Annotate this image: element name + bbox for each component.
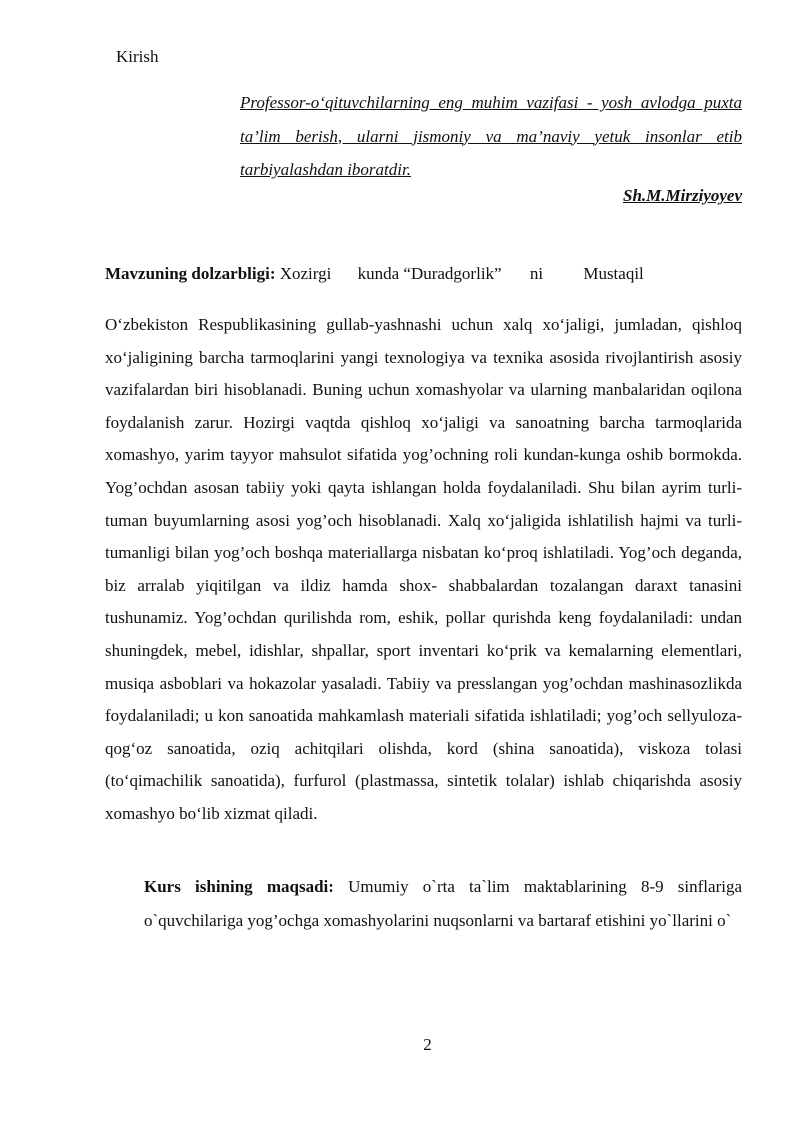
relevance-word: kunda	[357, 264, 400, 283]
relevance-word: Xozirgi	[279, 264, 332, 283]
goal-text: Umumiy o`rta ta`lim maktablarining 8-9 sinflariga o`quvchilariga yog’ochga xomashyolarini nuqsonlarni va bartaraf etishini yo`llarini o`	[144, 877, 742, 930]
section-heading: Kirish	[116, 47, 159, 66]
relevance-label: Mavzuning dolzarbligi:	[105, 264, 276, 283]
epigraph	[240, 86, 742, 187]
relevance-word: Mustaqil	[583, 264, 644, 283]
epigraph-quote: Professor-o‘qituvchilarning eng muhim vazifasi - yosh avlodga puxta ta’lim berish, ularni jismoniy va ma’naviy yetuk insonlar etib tarbiyalashdan iboratdir.	[240, 93, 742, 179]
relevance-word: ni	[529, 264, 544, 283]
body-paragraph: O‘zbekiston Respublikasining gullab-yashnashi uchun xalq xo‘jaligi, jumladan, qishloq xo‘jaligining barcha tarmoqlarini yangi texnologiya va texnika asosida rivojlantirish asosiy vazifalardan biri hisoblanadi. Buning uchun xomashyolar va ularning manbalaridan oqilona foydalanish zarur. Hozirgi vaqtda qishloq xo‘jaligi va sanoatning barcha tarmoqlarida xomashyo, yarim tayyor mahsulot sifatida yog’ochning roli kundan-kunga oshib bormokda. Yog’ochdan asosan tabiiy yoki qayta ishlangan holda foydalaniladi. Shu bilan ayrim turli-tuman buyumlarning asosi yog’och hisoblanadi. Xalq xo‘jaligida ishlatilish hajmi va turli-tumanligi bilan yog’och boshqa materiallarga nisbatan ko‘proq ishlatiladi. Yog’och deganda, biz arralab yiqitilgan va ildiz hamda shox- shabbalardan tozalangan daraxt tanasini tushunamiz. Yog’ochdan qurilishda rom, eshik, pollar qurishda keng foydalaniladi: undan shuningdek, mebel, idishlar, shpallar, sport inventari ko‘prik va kemalarning elementlari, musiqa asboblari va hokazolar yasaladi. Tabiiy va presslangan yog’ochdan mashinasozlikda foydalaniladi; u kon sanoatida mahkamlash materiali sifatida ishlatiladi; yog’och sellyuloza-qog‘oz sanoatida, oziq achitqilari olishda, kord (shina sanoatida), viskoza tolasi (to‘qimachilik sanoatida), furfurol (plastmassa, sintetik tolalar) ishlab chiqarishda asosiy xomashyo bo‘lib xizmat qiladi.	[105, 315, 742, 823]
relevance-line	[105, 264, 745, 284]
goal-paragraph	[144, 870, 742, 938]
epigraph-author: Sh.M.Mirziyoyev	[623, 186, 742, 205]
relevance-word: “Duradgorlik”	[403, 264, 502, 283]
page-number: 2	[423, 1035, 432, 1054]
goal-label: Kurs ishining maqsadi:	[144, 877, 334, 896]
